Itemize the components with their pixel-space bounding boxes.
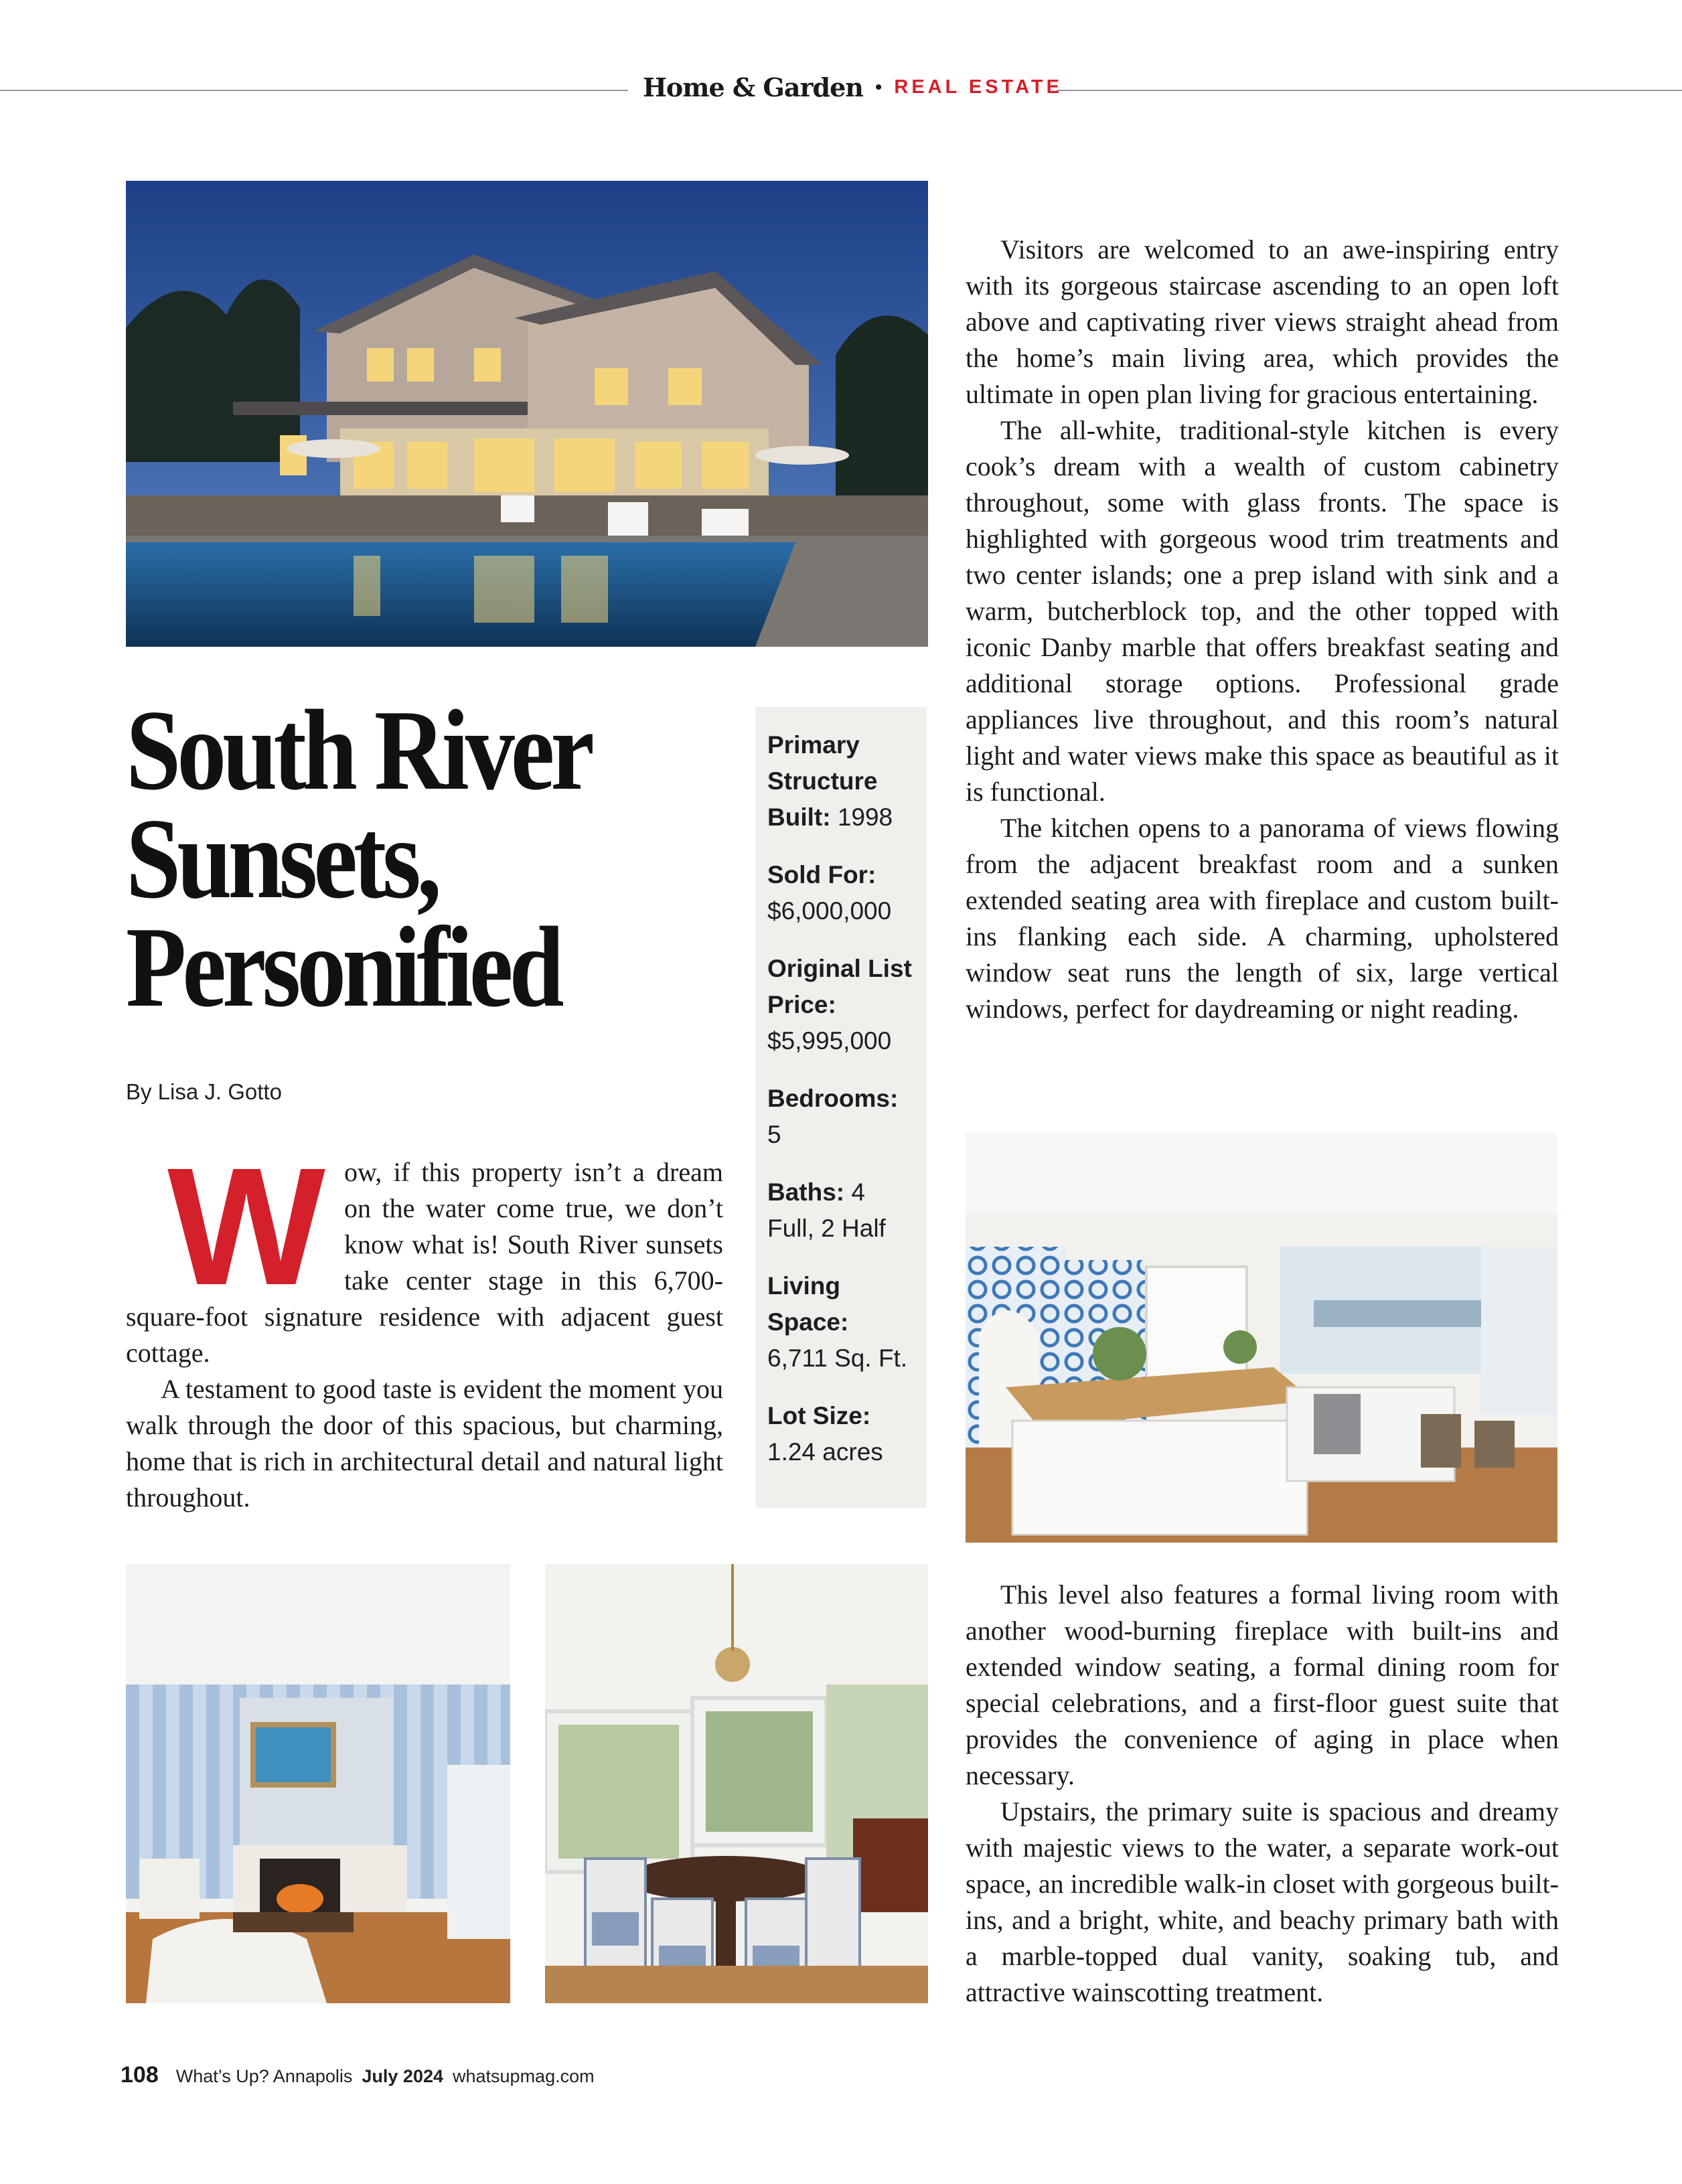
stat-value: 1998 (837, 803, 893, 831)
living-room-photo (126, 1564, 510, 2003)
stat-label: Primary Structure Built: (767, 731, 878, 831)
section-name: Home & Garden (643, 72, 863, 102)
title-line: South River (126, 687, 591, 814)
stat-sold-for (767, 857, 913, 929)
website: whatsupmag.com (453, 2066, 595, 2086)
byline: By Lisa J. Gotto (126, 1079, 282, 1104)
intro-text: ow, if this property isn’t a dream on the water come true, we don’t know what is! South River sunsets take center stage in this 6,700-square-foot signature residence with adjacent guest cottage. (126, 1157, 723, 1368)
kitchen-photo (966, 1133, 1557, 1543)
page-number: 108 (121, 2062, 159, 2088)
stat-lot-size (767, 1398, 913, 1470)
stat-label: Living Space: (767, 1272, 849, 1336)
stat-value: 1.24 acres (767, 1438, 883, 1466)
body-paragraph: A testament to good taste is evident the moment you walk through the door of this spacious, but charming, home that is rich in architectural detail and natural light throughout. (126, 1374, 723, 1512)
body-paragraph: The kitchen opens to a panorama of views flowing from the adjacent breakfast room and a sunken extended seating area with fireplace and custom built-ins flanking each side. A charming, upholstered window seat runs the length of six, large vertical windows, perfect for daydreaming or night reading. (966, 813, 1559, 1024)
title-line: Sunsets, (126, 795, 438, 923)
stat-label: Original List Price: (767, 955, 912, 1018)
body-paragraph: This level also features a formal living room with another wood-burning fireplace with built-ins and extended window seating, a formal dining room for special celebrations, and a first-floor guest suite that provides the convenience of aging in place when necessary. (966, 1579, 1559, 1790)
stat-value: 5 (767, 1121, 781, 1148)
stat-label: Lot Size: (767, 1402, 871, 1429)
dining-room-photo (545, 1564, 928, 2003)
dropcap: W (167, 1133, 325, 1320)
stat-label: Bedrooms: (767, 1085, 899, 1112)
article-title (126, 687, 644, 1031)
body-paragraph: Upstairs, the primary suite is spacious and dreamy with majestic views to the water, a separate work-out space, an incredible walk-in closet with gorgeous built-ins, and a bright, white, and beachy primary bath with a marble-topped dual vanity, soaking tub, and attractive wainscotting treatment. (966, 1796, 1559, 2007)
body-paragraph: The all-white, traditional-style kitchen is every cook’s dream with a wealth of custom cabinetry throughout, some with glass fronts. The space is highlighted with gorgeous wood trim treatments and two center islands; one a prep island with sink and a warm, butcherblock top, and the other topped with iconic Danby marble that offers breakfast seating and additional storage options. Professional grade appliances live throughout, and this room’s natural light and water views make this space as beautiful as it is functional. (966, 415, 1559, 807)
stat-value: 6,711 Sq. Ft. (767, 1344, 908, 1372)
stat-year-built (767, 727, 913, 836)
stat-value: 4 Full, 2 Half (767, 1178, 886, 1242)
magazine-name: What’s Up? Annapolis (175, 2066, 353, 2086)
stat-list-price (767, 951, 913, 1059)
issue-date: July 2024 (362, 2066, 443, 2086)
stat-label: Sold For: (767, 861, 876, 888)
right-body-text-bottom (966, 1577, 1559, 2011)
right-body-text-top (966, 232, 1559, 1027)
stat-living-space (767, 1268, 913, 1377)
header-rule-left (0, 90, 628, 91)
stat-value: $6,000,000 (767, 897, 892, 925)
header-rule-right (1057, 90, 1682, 91)
body-paragraph: Visitors are welcomed to an awe-inspiring entry with its gorgeous staircase ascending to an open loft above and captivating river views straight ahead from the home’s main living area, which provides the ultimate in open plan living for gracious entertaining. (966, 234, 1559, 409)
title-line: Personified (126, 904, 560, 1031)
page-footer (121, 2062, 604, 2088)
property-stats-box (755, 707, 927, 1508)
section-header (643, 72, 1063, 102)
stat-baths (767, 1174, 913, 1247)
left-body-text (126, 1133, 723, 1516)
hero-photo-house-exterior (126, 181, 928, 647)
stat-value: $5,995,000 (767, 1027, 892, 1055)
section-category: REAL ESTATE (894, 76, 1063, 98)
header-separator: • (874, 76, 883, 98)
stat-bedrooms (767, 1081, 913, 1153)
intro-paragraph (126, 1133, 723, 1371)
stat-label: Baths: (767, 1178, 845, 1206)
